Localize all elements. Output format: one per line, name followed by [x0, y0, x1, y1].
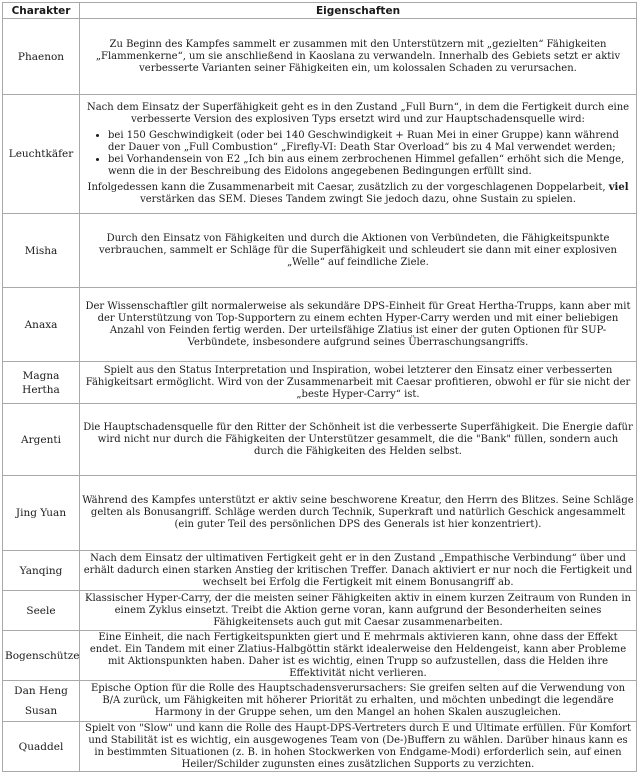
table-row	[3, 288, 637, 362]
character-description: Nach dem Einsatz der ultimativen Fertigkeit geht er in den Zustand „Empathische Verbindung“ über und erhält dadurch einen starken Anstieg der kritischen Treffer. Danach aktiviert er nur noch die Fertigkeit und wechselt bei Erfolg die Fertigkeit mit einem Bonusangriff ab.	[80, 551, 637, 591]
character-description: Durch den Einsatz von Fähigkeiten und durch die Aktionen von Verbündeten, die Fähigkeitspunkte verbrauchen, sammelt er Schläge für die Superfähigkeit und schleudert sie dann mit einer explosiven „Welle“ auf feindliche Ziele.	[80, 214, 637, 288]
table-row	[3, 591, 637, 631]
outro-text-before: Infolgedessen kann die Zusammenarbeit mit Caesar, zusätzlich zu der vorgeschlagenen Doppelarbeit,	[87, 182, 606, 193]
table-row	[3, 551, 637, 591]
table-row	[3, 681, 637, 722]
character-description: Spielt von "Slow" und kann die Rolle des Haupt-DPS-Vertreters durch E und Ultimate erfüllen. Für Komfort und Stabilität ist es wichtig, ein ausgewogenes Team von (De-)Buffern zu wählen. Darüber hinaus kann es in bestimmten Situationen (z. B. in hohen Stockwerken von Endgame-Modi) erforderlich sein, auf einen Heiler/Schilder zugunsten eines zusätzlichen Supports zu verzichten.	[80, 722, 637, 772]
table-row	[3, 362, 637, 404]
character-name: Dan Heng Susan	[3, 681, 80, 722]
description-intro: Nach dem Einsatz der Superfähigkeit geht es in den Zustand „Full Burn“, in dem die Fertigkeit durch eine verbesserte Version des explosiven Typs ersetzt wird und zur Hauptschadensquelle wird:	[86, 102, 630, 125]
table-row	[3, 404, 637, 476]
character-name: Quaddel	[3, 722, 80, 772]
character-name: Misha	[3, 214, 80, 288]
character-description: Die Hauptschadensquelle für den Ritter der Schönheit ist die verbesserte Superfähigkeit. Die Energie dafür wird nicht nur durch die Fähigkeiten der Unterstützer gesammelt, die die "Bank" füllen, sondern auch durch die Fähigkeiten des Helden selbst.	[80, 404, 637, 476]
character-description: Spielt aus den Status Interpretation und Inspiration, wobei letzterer den Einsatz einer verbesserten Fähigkeitsart ermöglicht. Wird von der Zusammenarbeit mit Caesar profitieren, obwohl er für sie nicht der „beste Hyper-Carry“ ist.	[80, 362, 637, 404]
table-row	[3, 631, 637, 681]
character-name: Yanqing	[3, 551, 80, 591]
character-name: Leuchtkäfer	[3, 95, 80, 214]
header-character: Charakter	[3, 3, 80, 19]
list-item: • bei Vorhandensein von E2 „Ich bin aus einem zerbrochenen Himmel gefallen“ erhöht sich die Menge, wenn die in der Beschreibung des Eidolons angegebenen Bedingungen erfüllt sind.	[108, 154, 634, 178]
character-description: Zu Beginn des Kampfes sammelt er zusammen mit den Unterstützern mit „gezielten“ Fähigkeiten „Flammenkerne“, um sie anschließend in Kaoslana zu verwandeln. Innerhalb des Gebiets setzt er aktiv verbesserte Varianten seiner Fähigkeiten ein, um kolossalen Schaden zu verursachen.	[80, 19, 637, 95]
table-row	[3, 19, 637, 95]
character-name: Argenti	[3, 404, 80, 476]
character-name: Phaenon	[3, 19, 80, 95]
character-name: Magna Hertha	[3, 362, 80, 404]
outro-bold-word: viel	[608, 182, 629, 193]
character-table	[2, 2, 637, 772]
table-row	[3, 722, 637, 772]
character-table-container	[2, 2, 636, 772]
character-name: Anaxa	[3, 288, 80, 362]
list-item: • bei 150 Geschwindigkeit (oder bei 140 Geschwindigkeit + Ruan Mei in einer Gruppe) kann während der Dauer von „Full Combustion“ „Firefly-VI: Death Star Overload“ bis zu 4 Mal verwendet werden;	[108, 130, 634, 154]
character-description: Der Wissenschaftler gilt normalerweise als sekundäre DPS-Einheit für Great Hertha-Trupps, kann aber mit der Unterstützung von Top-Supportern zu einem echten Hyper-Carry werden und mit einer beliebigen Anzahl von Feinden fertig werden. Der urteilsfähige Zlatius ist einer der guten Optionen für SUP-Verbündete, insbesondere aufgrund seines Überraschungsangriffs.	[80, 288, 637, 362]
table-row	[3, 95, 637, 214]
description-bullet-list	[82, 130, 634, 178]
character-name: Bogenschütze	[3, 631, 80, 681]
character-description: Epische Option für die Rolle des Hauptschadensverursachers: Sie greifen selten auf die Verwendung von B/A zurück, um Fähigkeiten mit höherer Priorität zu erhalten, und möchten unbedingt die legendäre Harmony in der Gruppe sehen, um den Mangel an hohen Skalen auszugleichen.	[80, 681, 637, 722]
table-row	[3, 476, 637, 551]
character-name: Seele	[3, 591, 80, 631]
character-description: Klassischer Hyper-Carry, der die meisten seiner Fähigkeiten aktiv in einem kurzen Zeitraum von Runden in einem Zyklus einsetzt. Treibt die Aktion gerne voran, kann aufgrund der Besonderheiten seines Fähigkeitensets auch gut mit Caesar zusammenarbeiten.	[80, 591, 637, 631]
character-description: Eine Einheit, die nach Fertigkeitspunkten giert und E mehrmals aktivieren kann, ohne dass der Effekt endet. Ein Tandem mit einer Zlatius-Halbgöttin stärkt idealerweise den Heldengeist, kann aber Probleme mit Aktionspunkten haben. Daher ist es wichtig, einen Trupp so aufzustellen, dass die Helden ihre Effektivität nicht verlieren.	[80, 631, 637, 681]
table-header-row	[3, 3, 637, 19]
character-description: Während des Kampfes unterstützt er aktiv seine beschworene Kreatur, den Herrn des Blitzes. Seine Schläge gelten als Bonusangriff. Schläge werden durch Technik, Superkraft und natürlich Geschick angesammelt (ein guter Teil des persönlichen DPS des Generals ist hier konzentriert).	[80, 476, 637, 551]
character-name: Jing Yuan	[3, 476, 80, 551]
table-row	[3, 214, 637, 288]
outro-text-after: verstärken das SEM. Dieses Tandem zwingt Sie jedoch dazu, ohne Sustain zu spielen.	[140, 194, 576, 205]
description-outro	[82, 182, 634, 206]
character-description	[80, 95, 637, 214]
header-properties: Eigenschaften	[80, 3, 637, 19]
